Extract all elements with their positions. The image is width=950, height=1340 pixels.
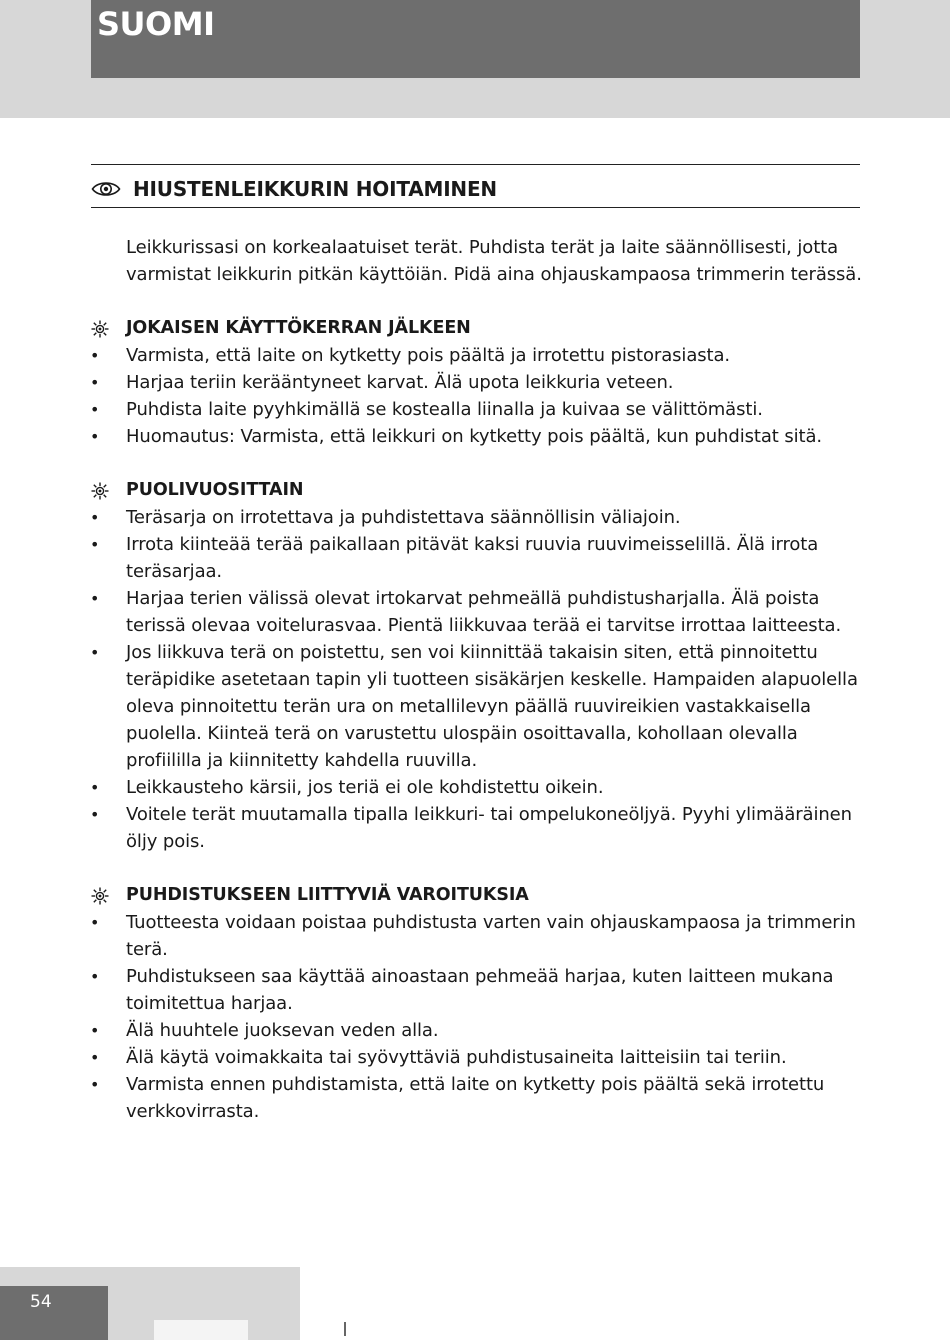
- subsection-heading-text: PUHDISTUKSEEN LIITTYVIÄ VAROITUKSIA: [126, 885, 529, 905]
- subsection-heading: [126, 315, 866, 342]
- list-item: • Huomautus: Varmista, että leikkuri on kytketty pois päältä, kun puhdistat sitä.: [126, 423, 866, 450]
- bullet-list: [126, 909, 866, 1125]
- list-item: • Älä käytä voimakkaita tai syövyttäviä puhdistusaineita laitteisiin tai teriin.: [126, 1044, 866, 1071]
- subsection-heading-text: PUOLIVUOSITTAIN: [126, 480, 304, 500]
- list-item: • Puhdista laite pyyhkimällä se kostealla liinalla ja kuivaa se välittömästi.: [126, 396, 866, 423]
- footer-mark: [154, 1320, 248, 1340]
- list-item: • Tuotteesta voidaan poistaa puhdistusta varten vain ohjauskampaosa ja trimmerin terä.: [126, 909, 866, 963]
- section-bottom-rule: [91, 207, 860, 208]
- section-title-text: HIUSTENLEIKKURIN HOITAMINEN: [133, 177, 497, 201]
- sun-icon: [91, 887, 109, 905]
- list-item: • Voitele terät muutamalla tipalla leikkuri- tai ompelukoneöljyä. Pyyhi ylimääräinen öljy pois.: [126, 801, 866, 855]
- bullet-list: [126, 342, 866, 450]
- subsection-heading: [126, 882, 866, 909]
- list-item: • Harjaa teriin kerääntyneet karvat. Älä upota leikkuria veteen.: [126, 369, 866, 396]
- section-top-rule: [91, 164, 860, 165]
- eye-icon: [91, 179, 121, 199]
- intro-paragraph: Leikkurissasi on korkealaatuiset terät. Puhdista terät ja laite säännöllisesti, jotta varmistat leikkurin pitkän käyttöiän. Pidä aina ohjauskampaosa trimmerin terässä.: [126, 237, 862, 285]
- list-item: • Varmista ennen puhdistamista, että laite on kytketty pois päältä sekä irrotettu verkkovirrasta.: [126, 1071, 866, 1125]
- page-number: 54: [30, 1292, 52, 1312]
- subsection-after-use: [126, 315, 866, 450]
- language-bar: [91, 0, 860, 78]
- bullet-list: [126, 504, 866, 855]
- list-item: • Leikkausteho kärsii, jos teriä ei ole kohdistettu oikein.: [126, 774, 866, 801]
- list-item: • Varmista, että laite on kytketty pois päältä ja irrotettu pistorasiasta.: [126, 342, 866, 369]
- list-item: • Harjaa terien välissä olevat irtokarvat pehmeällä puhdistusharjalla. Älä poista terissä olevaa voitelurasvaa. Pientä liikkuvaa terää ei tarvitse irrottaa laitteesta.: [126, 585, 866, 639]
- list-item: • Älä huuhtele juoksevan veden alla.: [126, 1017, 866, 1044]
- sun-icon: [91, 482, 109, 500]
- list-item: • Jos liikkuva terä on poistettu, sen voi kiinnittää takaisin siten, että pinnoitettu teräpidike asetetaan tapin yli tuotteen sisäkärjen keskelle. Hampaiden alapuolella oleva pinnoitettu terän ura on metallilevyn päällä ruuvireikien vastakkaisella puolella. Kiinteä terä on varustettu ulospäin osoittavalla, kohollaan olevalla profiililla ja kiinnitetty kahdella ruuvilla.: [126, 639, 866, 774]
- list-item: • Irrota kiinteää terää paikallaan pitävät kaksi ruuvia ruuvimeisselillä. Älä irrota teräsarjaa.: [126, 531, 866, 585]
- subsection-semiannual: [126, 477, 866, 855]
- footer-divider: [344, 1322, 346, 1336]
- list-item: • Teräsarja on irrotettava ja puhdistettava säännöllisin väliajoin.: [126, 504, 866, 531]
- subsection-heading: [126, 477, 866, 504]
- language-label: SUOMI: [97, 5, 215, 43]
- section-title: [91, 174, 497, 204]
- content: [126, 234, 866, 1152]
- page-number-box: [0, 1286, 108, 1340]
- subsection-cleaning-warnings: [126, 882, 866, 1125]
- subsection-heading-text: JOKAISEN KÄYTTÖKERRAN JÄLKEEN: [126, 318, 471, 338]
- sun-icon: [91, 320, 109, 338]
- list-item: • Puhdistukseen saa käyttää ainoastaan pehmeää harjaa, kuten laitteen mukana toimitettua harjaa.: [126, 963, 866, 1017]
